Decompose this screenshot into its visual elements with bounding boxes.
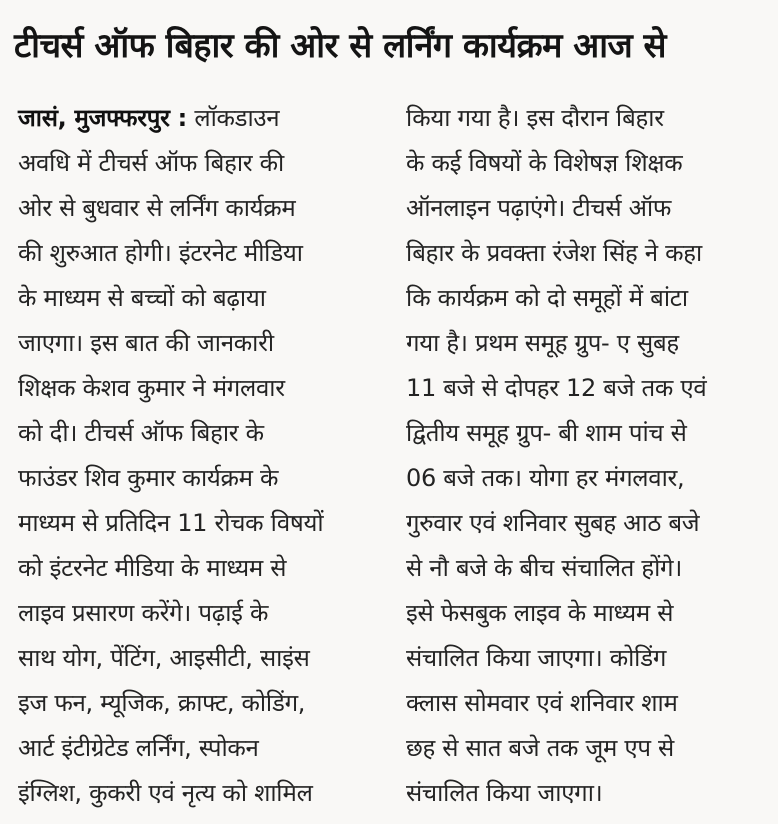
body-text: संचालित किया जाएगा। कोडिंग xyxy=(406,644,667,672)
body-text: किया गया है। इस दौरान बिहार xyxy=(406,104,664,132)
body-line xyxy=(18,141,384,186)
body-line xyxy=(406,591,772,636)
body-line xyxy=(406,771,772,816)
body-text: इसे फेसबुक लाइव के माध्यम से xyxy=(406,599,674,627)
body-line xyxy=(406,321,772,366)
body-text: आर्ट इंटीग्रेटेड लर्निंग, स्पोकन xyxy=(18,734,259,762)
body-text: से नौ बजे के बीच संचालित होंगे। xyxy=(406,554,683,582)
body-line xyxy=(18,231,384,276)
body-line xyxy=(406,636,772,681)
body-line xyxy=(406,366,772,411)
body-text: फाउंडर शिव कुमार कार्यक्रम के xyxy=(18,464,279,492)
body-text: ऑनलाइन पढ़ाएंगे। टीचर्स ऑफ xyxy=(406,194,672,222)
body-line xyxy=(406,186,772,231)
body-line xyxy=(18,681,384,726)
body-line xyxy=(18,411,384,456)
body-line xyxy=(406,546,772,591)
body-text: क्लास सोमवार एवं शनिवार शाम xyxy=(406,689,678,717)
body-text: ओर से बुधवार से लर्निंग कार्यक्रम xyxy=(18,194,296,222)
body-text: के माध्यम से बच्चों को बढ़ाया xyxy=(18,284,266,312)
body-text: छह से सात बजे तक जूम एप से xyxy=(406,734,674,762)
body-line xyxy=(18,456,384,501)
body-line xyxy=(406,501,772,546)
body-text: की शुरुआत होगी। इंटरनेट मीडिया xyxy=(18,239,303,267)
body-text: 06 बजे तक। योगा हर मंगलवार, xyxy=(406,464,685,492)
left-column xyxy=(18,96,384,816)
body-line xyxy=(406,276,772,321)
body-text: संचालित किया जाएगा। xyxy=(406,779,603,807)
body-text: गया है। प्रथम समूह ग्रुप- ए सुबह xyxy=(406,329,679,357)
body-line xyxy=(406,231,772,276)
body-line xyxy=(18,726,384,771)
body-text: लाइव प्रसारण करेंगे। पढ़ाई के xyxy=(18,599,269,627)
body-text: 11 बजे से दोपहर 12 बजे तक एवं xyxy=(406,374,707,402)
body-text: बिहार के प्रवक्ता रंजेश सिंह ने कहा xyxy=(406,239,702,267)
body-text: को इंटरनेट मीडिया के माध्यम से xyxy=(18,554,287,582)
body-text: द्वितीय समूह ग्रुप- बी शाम पांच से xyxy=(406,419,687,447)
body-text: जाएगा। इस बात की जानकारी xyxy=(18,329,274,357)
dateline: जासं, मुजफ्फरपुर : xyxy=(18,104,187,132)
body-text: इज फन, म्यूजिक, क्राफ्ट, कोडिंग, xyxy=(18,689,306,717)
body-line xyxy=(18,276,384,321)
body-text: गुरुवार एवं शनिवार सुबह आठ बजे xyxy=(406,509,700,537)
right-column xyxy=(406,96,772,816)
body-text: कि कार्यक्रम को दो समूहों में बांटा xyxy=(406,284,688,312)
body-line xyxy=(18,501,384,546)
body-line xyxy=(18,96,384,141)
body-line xyxy=(18,591,384,636)
body-text: के कई विषयों के विशेषज्ञ शिक्षक xyxy=(406,149,683,177)
body-line xyxy=(18,366,384,411)
body-line xyxy=(18,636,384,681)
body-line xyxy=(406,411,772,456)
body-line xyxy=(18,186,384,231)
body-line xyxy=(18,546,384,591)
body-text: अवधि में टीचर्स ऑफ बिहार की xyxy=(18,149,284,177)
body-line xyxy=(406,726,772,771)
body-line xyxy=(406,681,772,726)
body-text: माध्यम से प्रतिदिन 11 रोचक विषयों xyxy=(18,509,324,537)
body-line xyxy=(18,321,384,366)
body-text: को दी। टीचर्स ऑफ बिहार के xyxy=(18,419,264,447)
body-text: लॉकडाउन xyxy=(186,104,280,132)
body-text: शिक्षक केशव कुमार ने मंगलवार xyxy=(18,374,285,402)
body-text: साथ योग, पेंटिंग, आइसीटी, साइंस xyxy=(18,644,310,672)
body-line xyxy=(18,771,384,816)
body-line xyxy=(406,141,772,186)
body-text: इंग्लिश, कुकरी एवं नृत्य को शामिल xyxy=(18,779,313,807)
body-line xyxy=(406,96,772,141)
body-line xyxy=(406,456,772,501)
headline: टीचर्स ऑफ बिहार की ओर से लर्निंग कार्यक्रम आज से xyxy=(14,26,667,66)
